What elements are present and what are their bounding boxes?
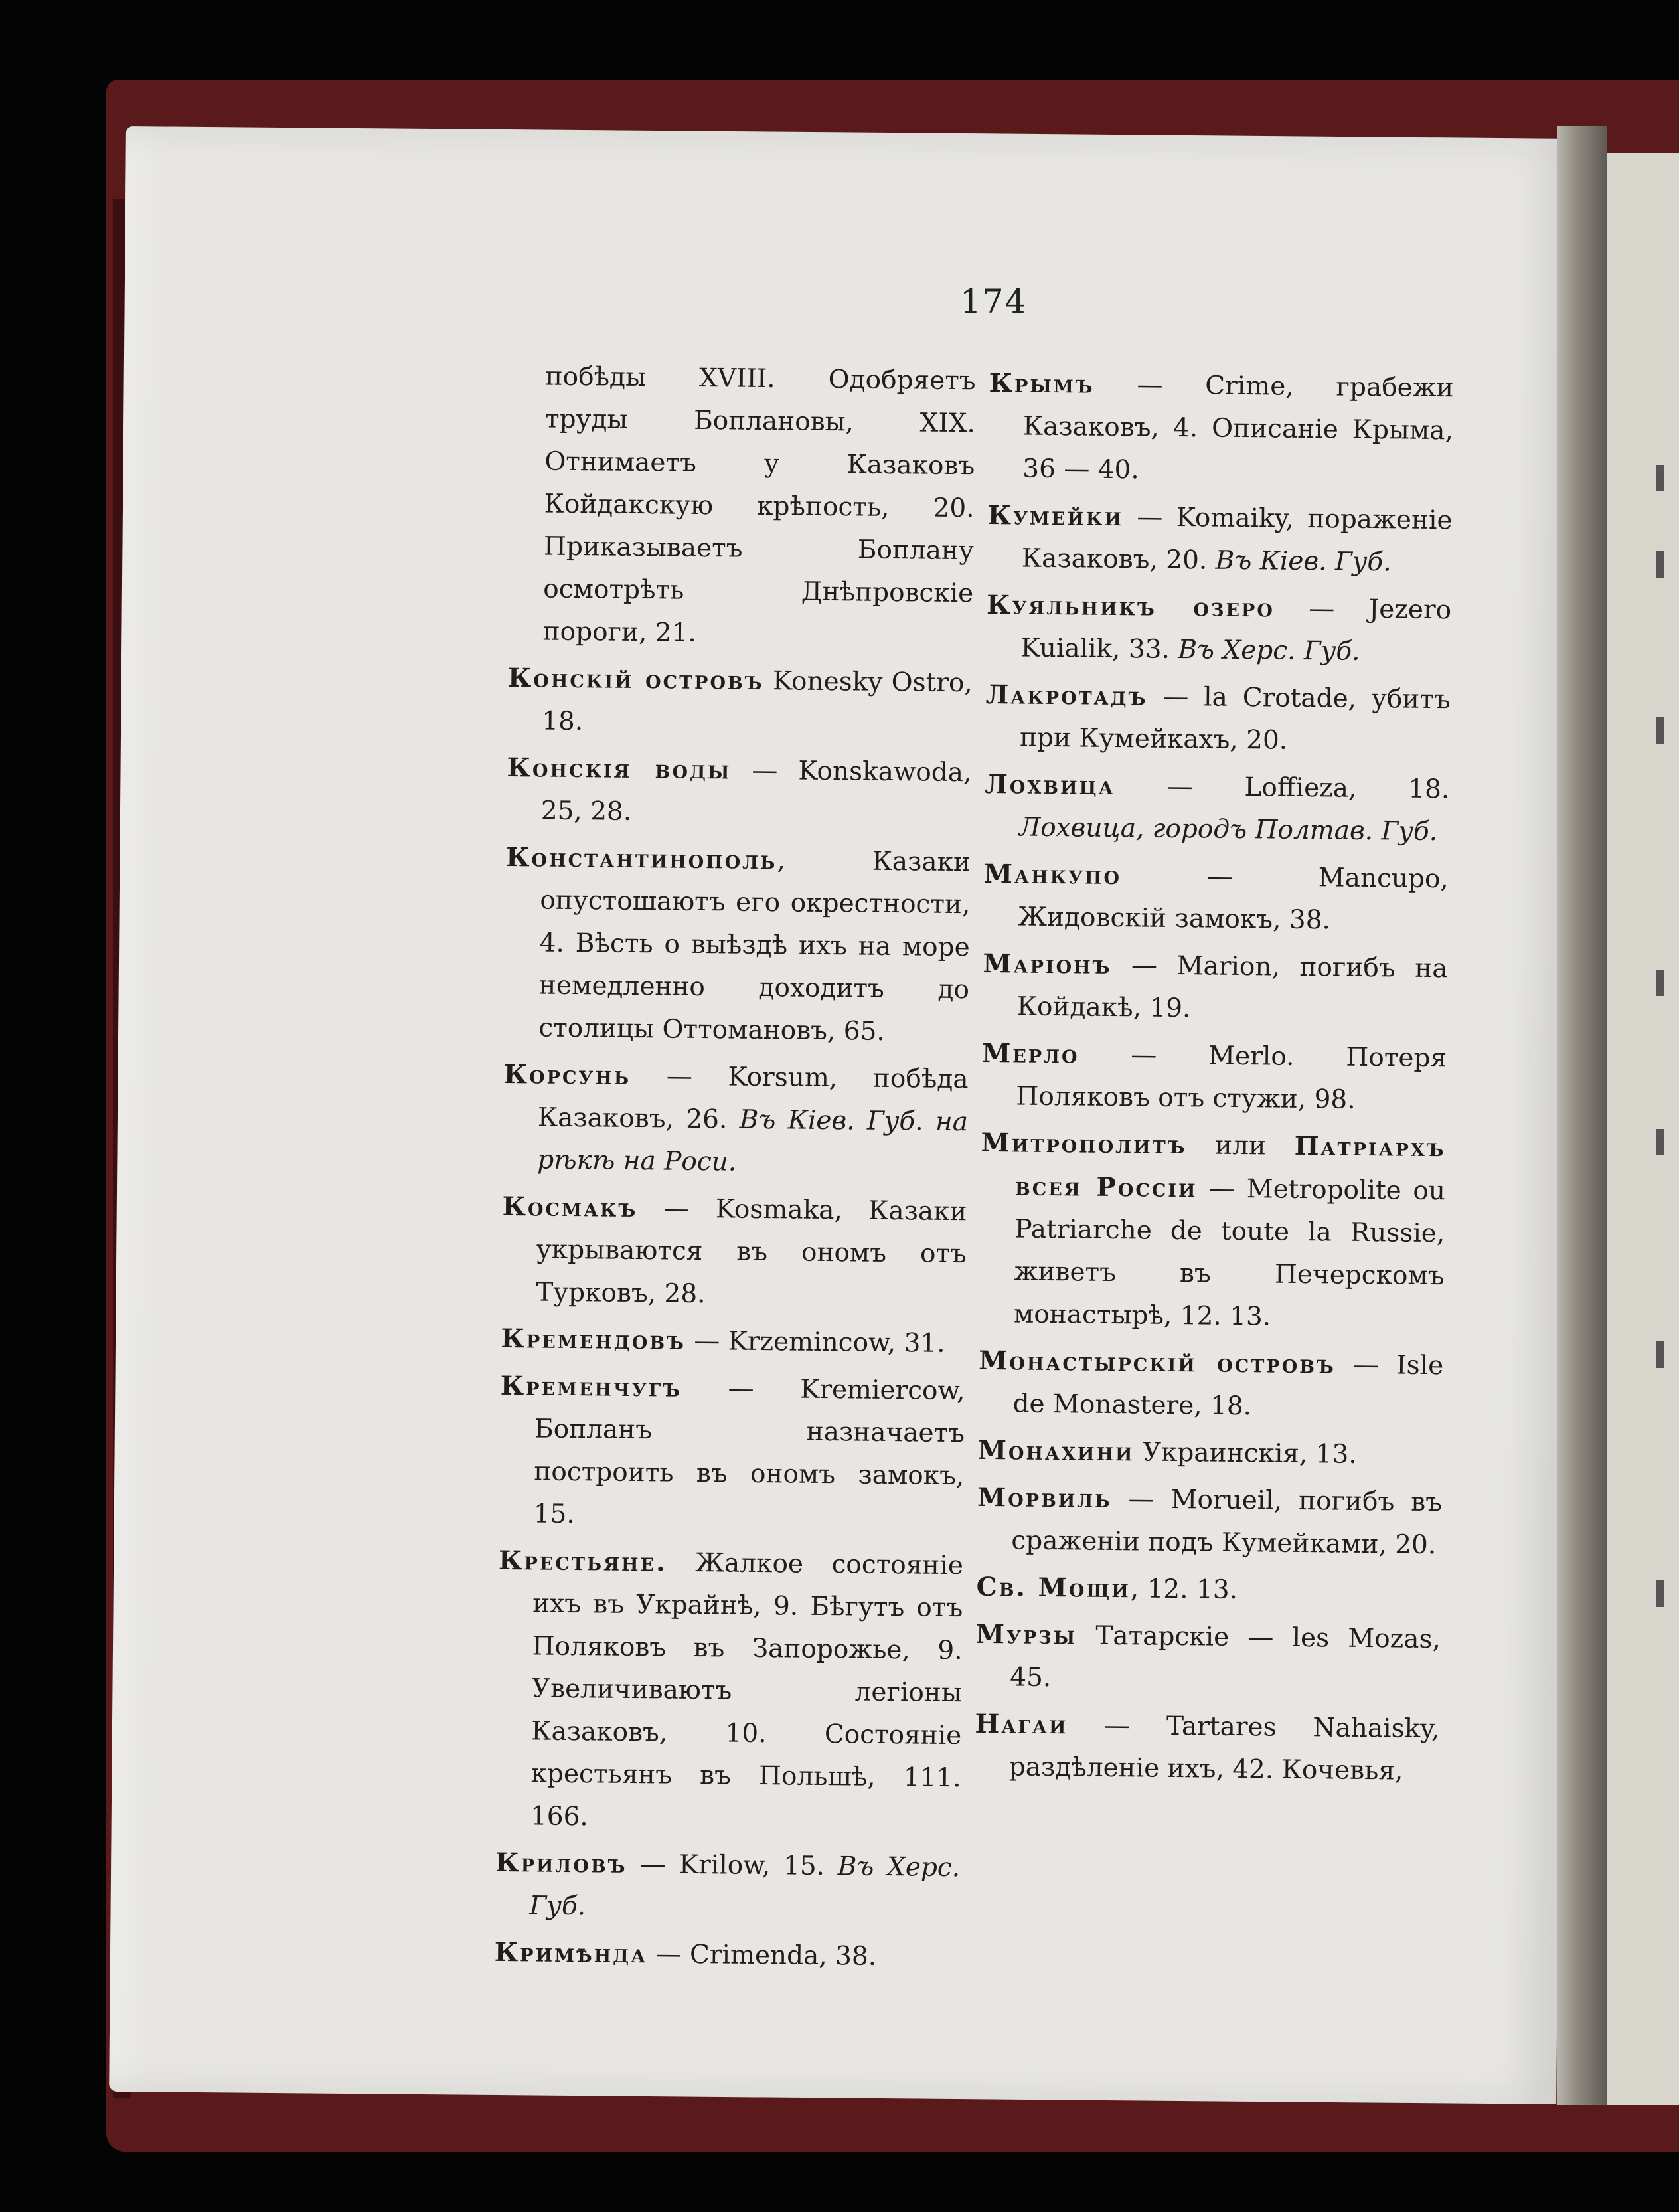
entry-headword: Мурзы — [975, 1618, 1078, 1651]
entry-headword: Монахини — [977, 1434, 1135, 1468]
entry-text: — Krilow, 15. — [627, 1849, 839, 1882]
entry-headword: Корсунь — [503, 1059, 631, 1091]
index-entry — [495, 1841, 960, 1932]
entry-headword: Конскія воды — [507, 752, 732, 786]
entry-text: — Jezero Kuialik, 33. — [1020, 593, 1452, 665]
entry-text: побѣды XVIII. Одобряетъ труды Боплановы, XIX. Отнимаетъ у Казаковъ Койдакскую крѣпость, 20. Приказываетъ Боплану осмотрѣть Днѣпровскіе пороги, 21. — [542, 361, 976, 648]
entry-text: — la Crotade, убитъ при Кумейкахъ, 20. — [1019, 681, 1451, 756]
entry-text: Татарскіе — les Mozas, 45. — [1010, 1620, 1441, 1693]
page-gutter — [1557, 126, 1607, 2105]
entry-headword: Куяльникъ озеро — [986, 589, 1275, 624]
index-column-left — [494, 355, 976, 1983]
entry-text: — Kremiercow, Бопланъ назначаетъ построить въ ономъ замокъ, 15. — [533, 1373, 965, 1530]
entry-text: Konesky Ostro, 18. — [541, 666, 973, 737]
index-entry — [979, 1122, 1446, 1340]
index-entry — [507, 657, 973, 747]
entry-text: — Kosmaka, Казаки укрываются въ ономъ отъ Турковъ, 28. — [535, 1193, 967, 1310]
index-entry — [986, 584, 1451, 674]
bleed-mark — [1656, 465, 1664, 491]
bleed-mark — [1656, 1341, 1664, 1368]
entry-headword: Нагаи — [975, 1708, 1068, 1741]
index-entry — [978, 1339, 1443, 1430]
entry-headword: Монастырскій островъ — [979, 1345, 1336, 1380]
entry-headword: Космакъ — [502, 1191, 638, 1224]
index-entry — [976, 1566, 1441, 1614]
entry-location: Въ Херс. Губ. — [1178, 635, 1360, 667]
entry-text: — Konskawoda, 25, 28. — [540, 755, 972, 827]
entry-text: Украинскія, 13. — [1134, 1437, 1357, 1470]
entry-location: Въ Кіев. Губ. на рѣкѣ на Роси. — [537, 1104, 969, 1177]
bleed-mark — [1656, 1129, 1664, 1155]
index-entry — [984, 763, 1449, 853]
entry-headword: Криловъ — [495, 1847, 627, 1879]
entry-location: Въ Херс. Губ. — [529, 1851, 961, 1922]
entry-text: — Mancupo, Жидовскій замокъ, 38. — [1018, 861, 1449, 936]
index-entry — [504, 836, 971, 1054]
entry-headword: Кременчугъ — [500, 1370, 682, 1403]
entry-headword: Св. Мощи — [976, 1571, 1131, 1604]
entry-text: — Isle de Monastere, 18. — [1012, 1349, 1444, 1422]
entry-location: Лохвица, городъ Полтав. Губ. — [1018, 812, 1438, 847]
entry-headword: Кумейки — [987, 499, 1124, 533]
entry-text: — Morueil, погибъ въ сраженіи подъ Кумейками, 20. — [1011, 1484, 1443, 1561]
entry-headword: Константинополь — [505, 841, 777, 876]
entry-headword: Мерло — [981, 1037, 1079, 1070]
index-entry — [987, 494, 1453, 584]
entry-headword: Маріонъ — [983, 948, 1112, 980]
entry-text: — Merlo. Потеря Поляковъ отъ стужи, 98. — [1016, 1039, 1447, 1115]
entry-headword: Конскій островъ — [507, 662, 764, 697]
index-entry — [982, 942, 1447, 1033]
entry-headword: Манкупо — [983, 858, 1122, 891]
entry-text: , Казаки опустошаютъ его окрестности, 4. Вѣсть о выѣздѣ ихъ на море немедленно доходитъ до столицы Оттомановъ, 65. — [538, 845, 971, 1047]
bleed-mark — [1656, 551, 1664, 578]
index-column-right — [974, 362, 1454, 1797]
bleed-mark — [1656, 970, 1664, 996]
entry-text: — Korsum, побѣда Казаковъ, 26. — [537, 1061, 969, 1135]
index-entry — [499, 1365, 965, 1540]
index-entry — [985, 673, 1451, 764]
index-entry — [988, 362, 1454, 495]
entry-headword: Лохвица — [985, 768, 1115, 802]
entry-text: — Crime, грабежи Казаковъ, 4. Описаніе Крыма, 36 — 40. — [1022, 369, 1454, 485]
entry-location: Въ Кіев. Губ. — [1215, 545, 1392, 578]
index-entry — [983, 853, 1449, 943]
index-entry — [501, 1185, 967, 1318]
entry-text: — Loffieza, 18. — [1115, 771, 1450, 805]
bleed-mark — [1656, 717, 1664, 744]
index-entry — [503, 1053, 969, 1186]
entry-text: — Crimenda, 38. — [647, 1939, 877, 1972]
entry-text: — Krzemincow, 31. — [685, 1325, 945, 1359]
index-entry — [975, 1613, 1441, 1703]
entry-text: — Marion, погибъ на Койдакѣ, 19. — [1016, 950, 1448, 1024]
entry-headword: Крестьяне. — [498, 1545, 667, 1578]
entry-headword: Кримѣнда — [494, 1936, 648, 1970]
facing-page-edge — [1597, 153, 1679, 2105]
entry-headword: Лакротадъ — [985, 679, 1148, 712]
index-entry — [981, 1032, 1447, 1122]
entry-headword: Митрополитъ — [981, 1127, 1187, 1161]
entry-text: , 12. 13. — [1130, 1574, 1238, 1606]
entry-text: — Komaiky, пораженіе Казаковъ, 20. — [1021, 502, 1453, 576]
entry-text: Жалкое состояніе ихъ въ Украйнѣ, 9. Бѣгутъ отъ Поляковъ въ Запорожье, 9. Увеличиваютъ легіоны Казаковъ, 10. Состояніе крестьянъ въ Польшѣ, 111. 166. — [530, 1547, 964, 1832]
entry-text: — Tartares Nahaisky, раздѣленіе ихъ, 42. Кочевья, — [1008, 1710, 1440, 1786]
index-entry — [975, 1703, 1440, 1793]
entry-headword: Кремендовъ — [501, 1323, 686, 1356]
index-entry — [496, 1539, 964, 1842]
entry-headword: Крымъ — [989, 367, 1095, 400]
index-entry — [977, 1429, 1443, 1477]
page-number: 174 — [960, 282, 1028, 321]
index-entry — [508, 355, 976, 657]
index-entry — [501, 1318, 966, 1365]
bleed-mark — [1656, 1580, 1664, 1607]
index-entry — [506, 746, 971, 837]
entry-text: — Metropolite ou Patriarche de toute la Russie, живетъ въ Печерскомъ монастырѣ, 12. 13. — [1013, 1173, 1446, 1332]
entry-text: или — [1186, 1130, 1295, 1161]
entry-headword: Морвиль — [977, 1482, 1112, 1515]
index-entry — [977, 1476, 1442, 1567]
entry-headword: Патріархъ всея Россіи — [1014, 1130, 1446, 1204]
index-entry — [494, 1931, 959, 1979]
